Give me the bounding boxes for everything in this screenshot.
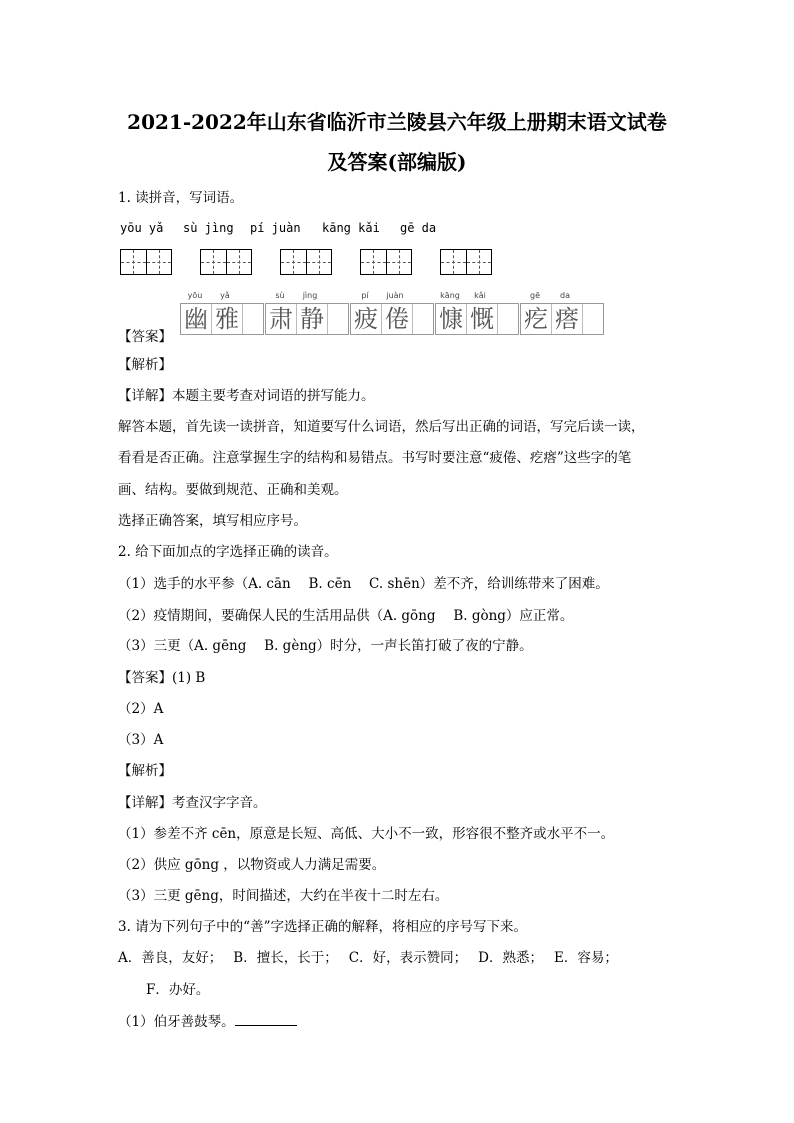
q2-stem: 2. 给下面加点的字选择正确的读音。 — [118, 544, 338, 560]
answer-char: 瘩 — [552, 304, 583, 334]
q1-detail: 【详解】本题主要考查对词语的拼写能力。 — [118, 388, 375, 404]
answer-pinyin: yōu — [187, 291, 203, 300]
answer-char: 疲 — [351, 304, 382, 334]
answer-pinyin: kǎi — [474, 291, 486, 300]
answer-char: 幽 — [181, 304, 212, 334]
q1-answer-label: 【答案】 — [118, 329, 172, 345]
answer-pinyin: da — [560, 291, 570, 300]
answer-word — [435, 291, 519, 335]
q1-analysis-label: 【解析】 — [118, 357, 172, 373]
pinyin-1: yōu yǎ — [120, 221, 164, 235]
q2-item-2: （2）疫情期间，要确保人民的生活用品供（A. gōng B. gòng）应正常。 — [118, 608, 574, 624]
q2-analysis-label: 【解析】 — [118, 763, 172, 779]
answer-char: 倦 — [382, 304, 413, 334]
answer-char: 慷 — [436, 304, 467, 334]
q2-explain-3: （3）三更 gēng，时间描述，大约在半夜十二时左右。 — [118, 888, 449, 904]
q3-item-1-text: （1）伯牙善鼓琴。 — [118, 1014, 235, 1030]
answer-char: 慨 — [467, 304, 498, 334]
q1-para-3: 画、结构。要做到规范、正确和美观。 — [118, 482, 348, 498]
answer-word — [520, 291, 604, 335]
q3-options-2: F．办好。 — [146, 982, 210, 998]
writing-grid-3 — [280, 249, 332, 275]
doc-title-line1: 2021-2022年山东省临沂市兰陵县六年级上册期末语文试卷 — [127, 110, 667, 134]
writing-grid-2 — [200, 249, 252, 275]
answer-pinyin: kāng — [440, 291, 460, 300]
answer-char: 肃 — [266, 304, 297, 334]
q2-answer-3: （3）A — [118, 732, 164, 748]
q3-options-1: A．善良，友好； B．擅长，长于； C．好，表示赞同； D．熟悉； E．容易； — [118, 950, 618, 966]
q2-explain-2: （2）供应 gōng ，以物资或人力满足需要。 — [118, 857, 386, 873]
q2-detail: 【详解】考查汉字字音。 — [118, 795, 267, 811]
answer-pinyin: sù — [275, 291, 285, 300]
pinyin-3: pí juàn — [250, 221, 301, 235]
answer-char: 疙 — [521, 304, 552, 334]
q2-item-3: （3）三更（A. gēng B. gèng）时分，一声长笛打破了夜的宁静。 — [118, 638, 533, 654]
answer-pinyin: juàn — [386, 291, 404, 300]
answer-pinyin: pí — [361, 291, 369, 300]
answer-blank[interactable] — [235, 1013, 297, 1026]
q3-item-1 — [118, 1010, 297, 1030]
answer-pinyin: jìng — [302, 291, 318, 300]
answer-pinyin: yǎ — [220, 291, 230, 300]
pinyin-4: kāng kǎi — [322, 221, 380, 235]
writing-grid-4 — [360, 249, 412, 275]
q1-stem: 1. 读拼音，写词语。 — [118, 190, 244, 206]
q1-para-2: 看看是否正确。注意掌握生字的结构和易错点。书写时要注意“疲倦、疙瘩”这些字的笔 — [118, 450, 632, 466]
writing-grid-1 — [120, 249, 172, 275]
answer-pinyin: gē — [530, 291, 540, 300]
pinyin-5: gē da — [400, 221, 437, 235]
answer-word — [350, 291, 434, 335]
answer-word — [180, 291, 264, 335]
pinyin-2: sù jìng — [183, 221, 234, 235]
answer-image — [180, 291, 604, 336]
q2-explain-1: （1）参差不齐 cēn，原意是长短、高低、大小不一致，形容很不整齐或水平不一。 — [118, 826, 615, 842]
answer-char: 雅 — [212, 304, 243, 334]
writing-grid-5 — [440, 249, 492, 275]
answer-char: 静 — [297, 304, 328, 334]
q3-stem: 3. 请为下列句子中的“善”字选择正确的解释，将相应的序号写下来。 — [118, 919, 527, 935]
q2-answer-2: （2）A — [118, 701, 164, 717]
q1-para-1: 解答本题，首先读一读拼音，知道要写什么词语，然后写出正确的词语，写完后读一读， — [118, 419, 645, 435]
q2-item-1: （1）选手的水平参（A. cān B. cēn C. shēn）差不齐，给训练带来了困难。 — [118, 576, 609, 592]
q2-answer-1: 【答案】(1) B — [118, 670, 206, 686]
q1-para-4: 选择正确答案，填写相应序号。 — [118, 513, 307, 529]
doc-title-line2: 及答案(部编版) — [327, 150, 467, 174]
answer-word — [265, 291, 349, 335]
